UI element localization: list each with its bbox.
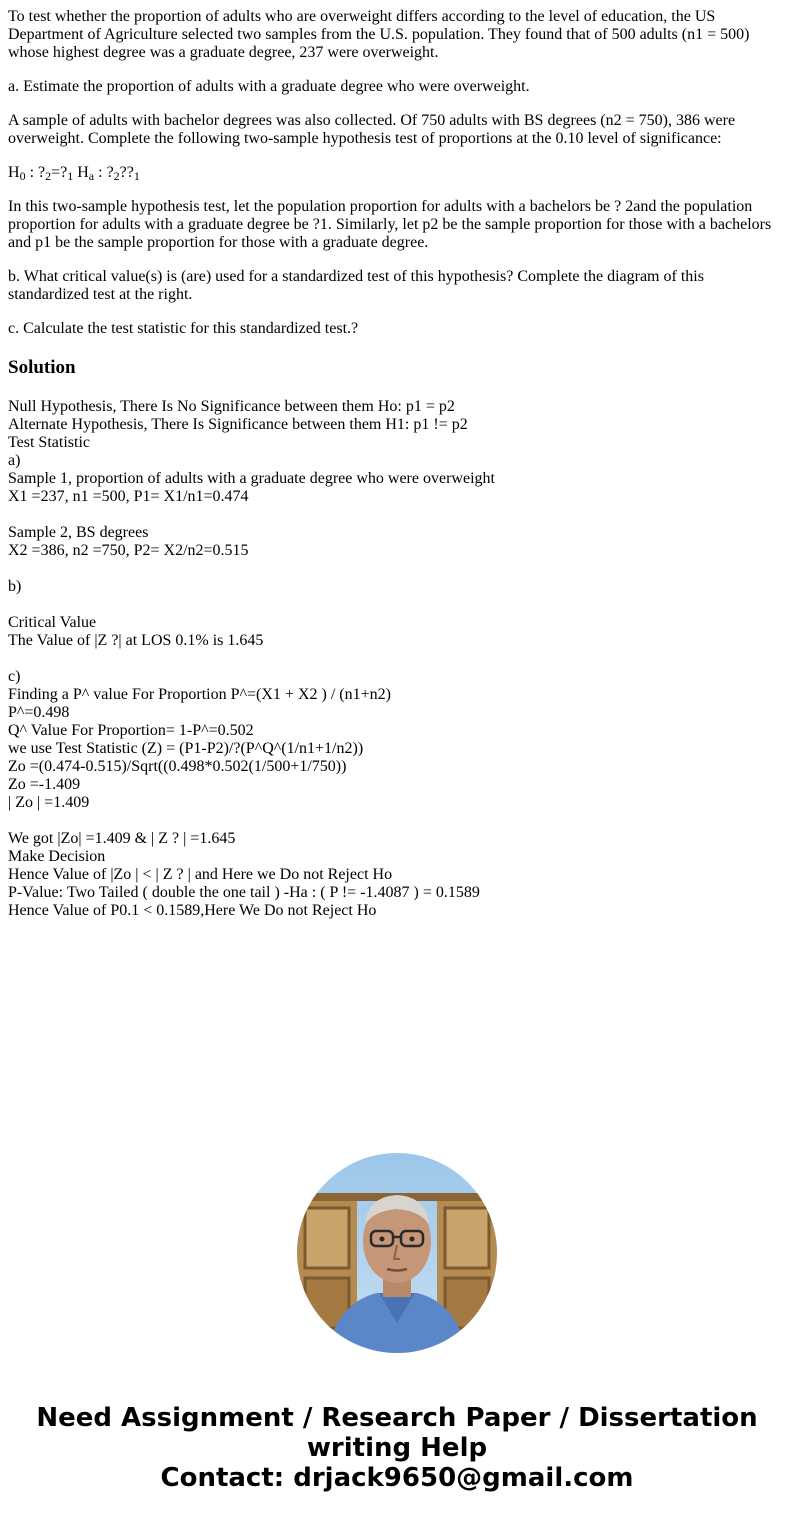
- solution-line: The Value of |Z ?| at LOS 0.1% is 1.645: [8, 632, 264, 649]
- question-part-b: b. What critical value(s) is (are) used for a standardized test of this hypothesis? Complete the diagram of this standardized test at the right.: [8, 268, 704, 303]
- solution-line: | Zo | =1.409: [8, 794, 90, 811]
- solution-line: Null Hypothesis, There Is No Significance between them Ho: p1 = p2: [8, 398, 455, 415]
- solution-line: Hence Value of |Zo | < | Z ? | and Here we Do not Reject Ho: [8, 866, 393, 883]
- solution-line: X1 =237, n1 =500, P1= X1/n1=0.474: [8, 488, 249, 505]
- solution-line: we use Test Statistic (Z) = (P1-P2)/?(P^Q^(1/n1+1/n2)): [8, 740, 364, 757]
- question-definitions: In this two-sample hypothesis test, let the population proportion for adults with a bachelors be ? 2and the population proportion for adults with a graduate degree be ?1. Similarly, let p2 be the sample proportion for those with a bachelors and p1 be the sample proportion for those with a graduate degree.: [8, 198, 772, 251]
- promo-line-2: writing Help: [306, 1433, 488, 1463]
- solution-line: Hence Value of P0.1 < 0.1589,Here We Do not Reject Ho: [8, 902, 377, 919]
- solution-line: Make Decision: [8, 848, 106, 865]
- promo-line-1: Need Assignment / Research Paper / Dissertation: [36, 1403, 758, 1433]
- document-body: [8, 8, 780, 920]
- solution-line: Finding a P^ value For Proportion P^=(X1 + X2 ) / (n1+n2): [8, 686, 391, 703]
- solution-text: [8, 398, 780, 920]
- solution-line: Sample 2, BS degrees: [8, 524, 149, 541]
- question-part-a: a. Estimate the proportion of adults with a graduate degree who were overweight.: [8, 78, 530, 95]
- solution-line: Zo =(0.474-0.515)/Sqrt((0.498*0.502(1/500+1/750)): [8, 758, 347, 775]
- solution-heading: Solution: [8, 357, 76, 378]
- promo-banner: [0, 1403, 794, 1493]
- solution-line: Alternate Hypothesis, There Is Significance between them H1: p1 != p2: [8, 416, 468, 433]
- solution-line: Critical Value: [8, 614, 97, 631]
- solution-line: b): [8, 578, 22, 595]
- solution-line: We got |Zo| =1.409 & | Z ? | =1.645: [8, 830, 236, 847]
- solution-line: Zo =-1.409: [8, 776, 81, 793]
- avatar: [297, 1153, 497, 1353]
- solution-line: Sample 1, proportion of adults with a graduate degree who were overweight: [8, 470, 495, 487]
- solution-line: P-Value: Two Tailed ( double the one tail ) -Ha : ( P != -1.4087 ) = 0.1589: [8, 884, 480, 901]
- solution-line: Q^ Value For Proportion= 1-P^=0.502: [8, 722, 254, 739]
- hypotheses-line: $H_0$ : $?_2=?_1$ $H_a$ : $?_2??_1$: [8, 164, 140, 183]
- solution-line: P^=0.498: [8, 704, 70, 721]
- question-sample-bs: A sample of adults with bachelor degrees was also collected. Of 750 adults with BS degrees (n2 = 750), 386 were overweight. Complete the following two-sample hypothesis test of proportions at the 0.10 level of significance:: [8, 112, 736, 147]
- question-part-c: c. Calculate the test statistic for this standardized test.?: [8, 320, 359, 337]
- question-intro: To test whether the proportion of adults who are overweight differs according to the level of education, the US Department of Agriculture selected two samples from the U.S. population. They found that of 500 adults (n1 = 500) whose highest degree was a graduate degree, 237 were overweight.: [8, 8, 750, 61]
- promo-contact: Contact: drjack9650@gmail.com: [160, 1463, 634, 1493]
- solution-line: X2 =386, n2 =750, P2= X2/n2=0.515: [8, 542, 249, 559]
- solution-line: c): [8, 668, 21, 685]
- solution-line: Test Statistic: [8, 434, 90, 451]
- avatar-photo: [297, 1153, 497, 1353]
- solution-line: a): [8, 452, 21, 469]
